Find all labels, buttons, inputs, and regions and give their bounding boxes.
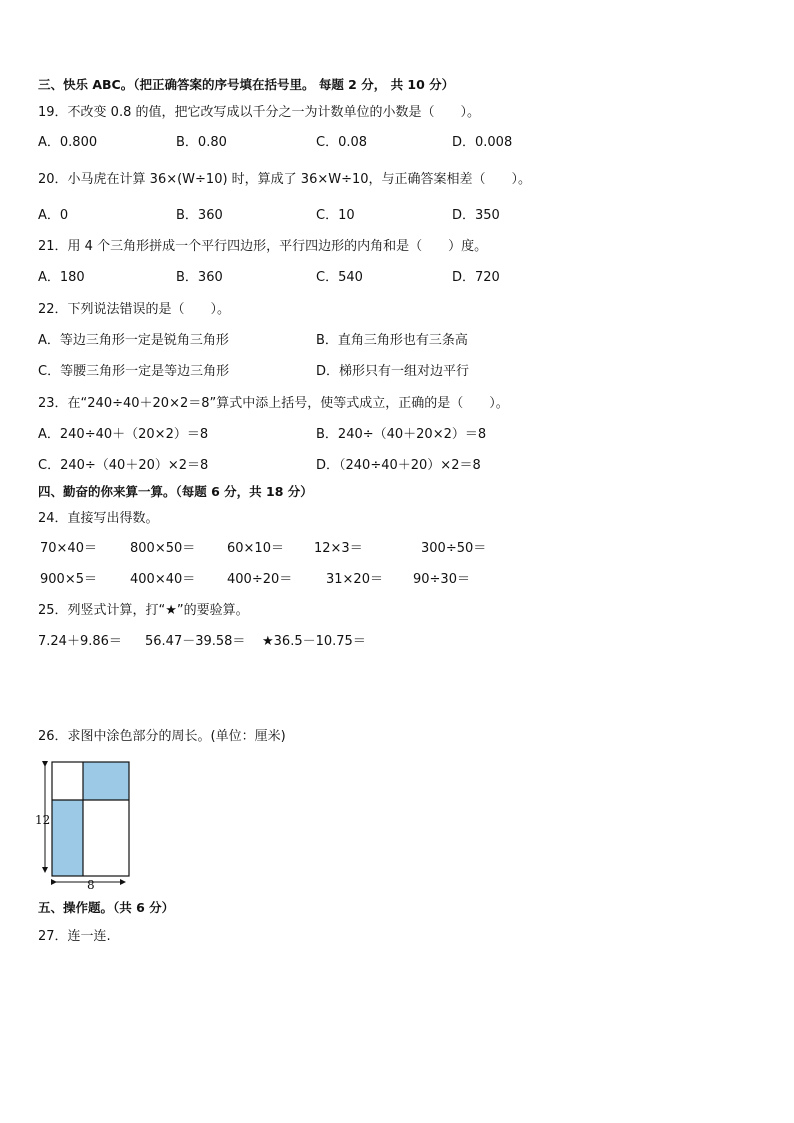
question-27: 27．连一连. [38, 929, 111, 944]
q24-item: 300÷50＝ [421, 541, 487, 556]
q21-option-c: C．540 [316, 270, 363, 285]
q21-option-a: A．180 [38, 270, 85, 285]
q20-option-b: B．360 [176, 208, 223, 223]
q22-option-d: D．梯形只有一组对边平行 [316, 364, 470, 379]
q25-item: 56.47－39.58＝ [145, 634, 246, 649]
q21-option-d: D．720 [452, 270, 500, 285]
question-24: 24．直接写出得数。 [38, 511, 159, 526]
q23-option-d: D．（240÷40＋20）×2＝8 [316, 458, 481, 473]
q22-option-c: C．等腰三角形一定是等边三角形 [38, 364, 230, 379]
q20-option-d: D．350 [452, 208, 500, 223]
question-23: 23．在“240÷40＋20×2＝8”算式中添上括号，使等式成立，正确的是（ ）。 [38, 396, 509, 411]
q25-item: 7.24＋9.86＝ [38, 634, 122, 649]
q24-item: 60×10＝ [227, 541, 284, 556]
q24-item: 31×20＝ [326, 572, 383, 587]
q19-option-d: D．0.008 [452, 135, 513, 150]
section-3-title: 三、快乐 ABC。（把正确答案的序号填在括号里。 每题 2 分， 共 10 分） [38, 77, 455, 92]
q19-option-b: B．0.80 [176, 135, 227, 150]
q20-option-a: A．0 [38, 208, 69, 223]
shaded-region-top-right [83, 762, 129, 800]
q24-item: 900×5＝ [40, 572, 97, 587]
q23-option-a: A．240÷40＋（20×2）＝8 [38, 427, 209, 442]
section-4-title: 四、勤奋的你来算一算。（每题 6 分，共 18 分） [38, 484, 313, 499]
q25-item: ★36.5－10.75＝ [262, 634, 366, 649]
q24-item: 800×50＝ [130, 541, 196, 556]
question-19: 19．不改变 0.8 的值，把它改写成以千分之一为计数单位的小数是（ ）。 [38, 105, 480, 120]
q19-option-a: A．0.800 [38, 135, 98, 150]
question-20: 20．小马虎在计算 36×(W÷10) 时，算成了 36×W÷10，与正确答案相差（ ）。 [38, 172, 532, 187]
q24-item: 400÷20＝ [227, 572, 293, 587]
q19-option-c: C．0.08 [316, 135, 368, 150]
q22-option-a: A．等边三角形一定是锐角三角形 [38, 333, 229, 348]
q24-item: 400×40＝ [130, 572, 196, 587]
q23-option-c: C．240÷（40＋20）×2＝8 [38, 458, 209, 473]
question-21: 21．用 4 个三角形拼成一个平行四边形，平行四边形的内角和是（ ）度。 [38, 239, 488, 254]
question-25: 25．列竖式计算，打“★”的要验算。 [38, 603, 249, 618]
height-label: 12 [35, 813, 51, 827]
question-22: 22．下列说法错误的是（ ）。 [38, 302, 231, 317]
q26-figure [34, 758, 138, 890]
q20-option-c: C．10 [316, 208, 355, 223]
q23-option-b: B．240÷（40＋20×2）＝8 [316, 427, 487, 442]
width-label: 8 [87, 878, 95, 890]
question-26: 26．求图中涂色部分的周长。(单位：厘米) [38, 729, 286, 744]
q24-item: 12×3＝ [314, 541, 363, 556]
shaded-region-bottom-left [52, 800, 83, 876]
q21-option-b: B．360 [176, 270, 223, 285]
q24-item: 70×40＝ [40, 541, 97, 556]
section-5-title: 五、操作题。（共 6 分） [38, 900, 175, 915]
q24-item: 90÷30＝ [413, 572, 470, 587]
q22-option-b: B．直角三角形也有三条高 [316, 333, 468, 348]
